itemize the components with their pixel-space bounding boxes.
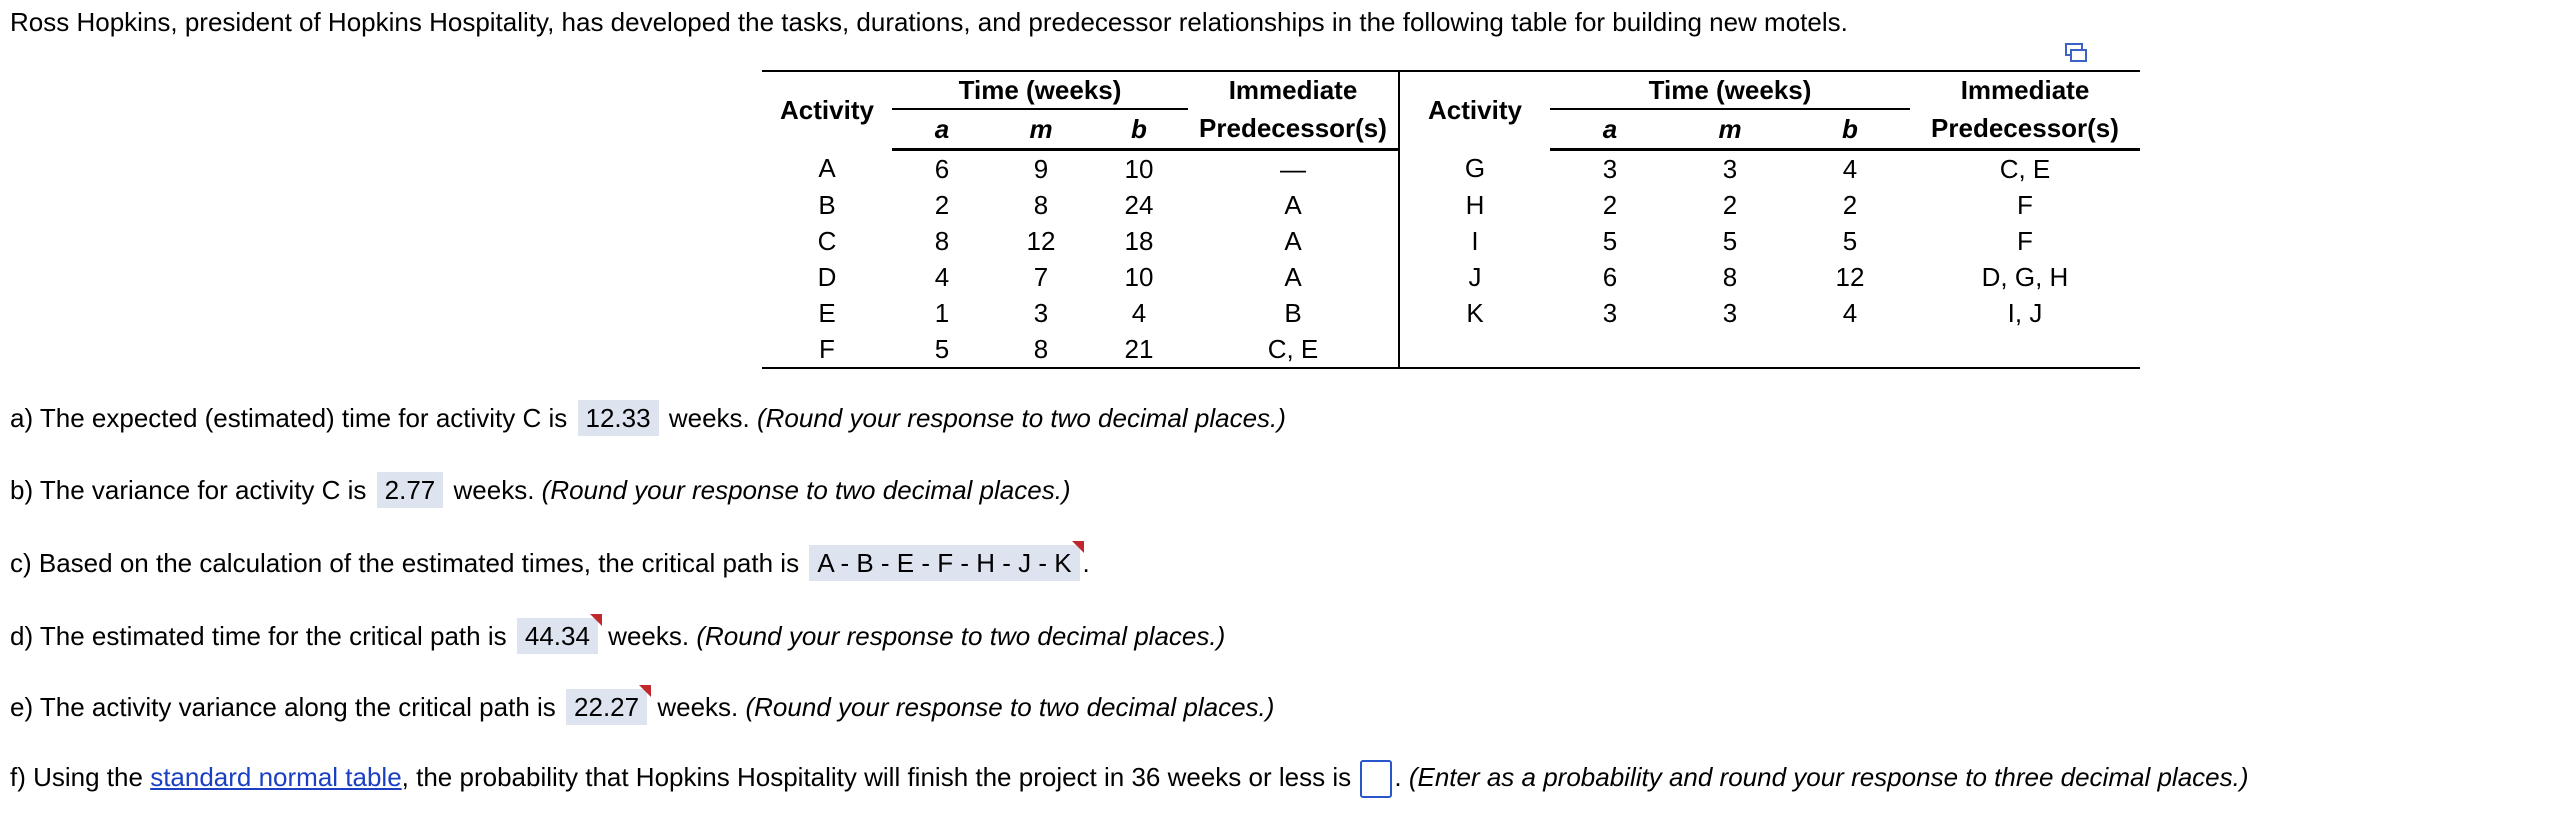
question-text-cont: , the probability that Hopkins Hospitality will finish the project in 36 weeks or less is [401,761,1352,792]
cell-b: 4 [1842,153,1858,184]
question-a [10,400,1286,436]
probability-input[interactable] [1360,760,1392,798]
cell-b: 10 [1124,261,1154,292]
cell-pred: B [1188,295,1399,331]
cell-empty [1399,331,1550,368]
header-b: b [1790,109,1910,150]
cell-empty [1550,331,1670,368]
cell-empty [1670,331,1790,368]
question-text: e) The activity variance along the critical path is [10,692,556,722]
question-b [10,472,1071,508]
rounding-note: (Round your response to two decimal places.) [756,403,1286,433]
cell-pred: A [1188,259,1399,295]
rounding-note: (Round your response to two decimal places.) [696,621,1226,651]
cell-a: 4 [934,261,950,292]
header-m: m [992,109,1090,150]
cell-b: 5 [1842,225,1858,256]
cell-a: 5 [1602,225,1618,256]
cell-a: 8 [934,225,950,256]
cell-a: 6 [934,153,950,184]
standard-normal-table-link[interactable]: standard normal table [150,761,402,792]
question-text: f) Using the [10,761,143,792]
cell-activity: C [817,225,837,256]
incorrect-flag-icon [590,614,602,626]
header-activity: Activity [762,71,892,150]
table-row [762,331,2140,368]
question-text: d) The estimated time for the critical path is [10,621,507,651]
table-row [762,150,2140,188]
header-m: m [1670,109,1790,150]
question-e [10,689,1274,725]
cell-activity: F [762,331,892,368]
cell-activity: K [1466,297,1484,328]
table-row [762,187,2140,223]
cell-m: 12 [1026,225,1056,256]
header-time: Time (weeks) [1550,71,1910,109]
cell-a: 2 [1602,189,1618,220]
cell-activity: H [1465,189,1485,220]
question-text: b) The variance for activity C is [10,475,367,505]
cell-activity: D [817,261,837,292]
incorrect-flag-icon [1072,541,1084,553]
header-predecessor: Immediate [1910,71,2140,109]
cell-pred: F [2017,225,2033,256]
cell-pred: C, E [1999,153,2051,184]
cell-b: 4 [1842,297,1858,328]
question-c [10,545,1090,581]
cell-a: 2 [934,189,950,220]
answer-critical-path-time: 44.34 [524,621,590,651]
cell-m: 3 [1722,297,1738,328]
cell-m: 3 [1722,153,1738,184]
cell-m: 2 [1722,189,1738,220]
activity-table [762,70,2140,369]
cell-pred: F [2017,189,2033,220]
cell-m: 8 [1722,261,1738,292]
header-a: a [892,109,992,150]
rounding-note: (Round your response to two decimal places.) [745,692,1275,722]
cell-activity: B [818,189,836,220]
header-predecessor: Immediate [1188,71,1399,109]
cell-m: 8 [1033,189,1049,220]
cell-activity: J [1468,261,1482,292]
cell-pred: A [1188,223,1399,259]
table-row [762,223,2140,259]
header-predecessor: Predecessor(s) [1188,109,1399,150]
cell-m: 3 [1033,297,1049,328]
header-time: Time (weeks) [892,71,1188,109]
answer-expected-time-c[interactable]: 12.33 [578,400,659,436]
cell-activity: E [818,297,836,328]
cell-activity: G [1464,152,1486,183]
copy-table-icon[interactable] [2063,40,2089,66]
cell-a: 1 [934,297,950,328]
answer-path-variance-box[interactable] [566,689,647,725]
table-row [762,259,2140,295]
cell-m: 7 [1033,261,1049,292]
cell-b: 2 [1842,189,1858,220]
cell-pred: D, G, H [1981,261,2069,292]
question-f [10,760,2249,798]
incorrect-flag-icon [639,685,651,697]
unit-text: weeks. [608,621,690,651]
cell-a: 5 [892,331,992,368]
cell-b: 18 [1124,225,1154,256]
period-text: . [1082,548,1090,578]
cell-pred: — [1188,150,1399,188]
cell-b: 12 [1835,261,1865,292]
problem-statement: Ross Hopkins, president of Hopkins Hospitality, has developed the tasks, durations, and predecessor relationships in the following table for building new motels. [10,7,1848,37]
cell-a: 3 [1602,153,1618,184]
cell-activity: I [1471,225,1479,256]
answer-critical-path-select[interactable] [809,545,1079,581]
cell-empty [1910,331,2140,368]
cell-pred: I, J [2007,297,2043,328]
question-d [10,618,1225,654]
rounding-note: (Enter as a probability and round your response to three decimal places.) [1408,761,2249,792]
cell-b: 24 [1124,189,1154,220]
cell-pred: A [1188,187,1399,223]
unit-text: weeks. [453,475,535,505]
cell-b: 21 [1090,331,1188,368]
answer-path-variance: 22.27 [574,692,640,722]
cell-empty [1790,331,1910,368]
header-a: a [1550,109,1670,150]
cell-a: 3 [1602,297,1618,328]
answer-variance-c[interactable]: 2.77 [377,472,444,508]
cell-m: 8 [992,331,1090,368]
cell-a: 6 [1602,261,1618,292]
header-activity: Activity [1399,71,1550,150]
question-text: a) The expected (estimated) time for activity C is [10,403,568,433]
period-text: . [1394,761,1402,792]
cell-activity: A [818,152,836,183]
header-b: b [1090,109,1188,150]
cell-m: 5 [1722,225,1738,256]
question-text: c) Based on the calculation of the estimated times, the critical path is [10,548,800,578]
cell-pred: C, E [1188,331,1399,368]
rounding-note: (Round your response to two decimal places.) [541,475,1071,505]
answer-critical-path: A - B - E - F - H - J - K [817,548,1072,578]
table-row [762,295,2140,331]
header-predecessor: Predecessor(s) [1910,109,2140,150]
cell-b: 10 [1124,153,1154,184]
cell-m: 9 [1033,153,1049,184]
unit-text: weeks. [657,692,739,722]
cell-b: 4 [1131,297,1147,328]
unit-text: weeks. [668,403,750,433]
answer-critical-path-time-box[interactable] [517,618,598,654]
